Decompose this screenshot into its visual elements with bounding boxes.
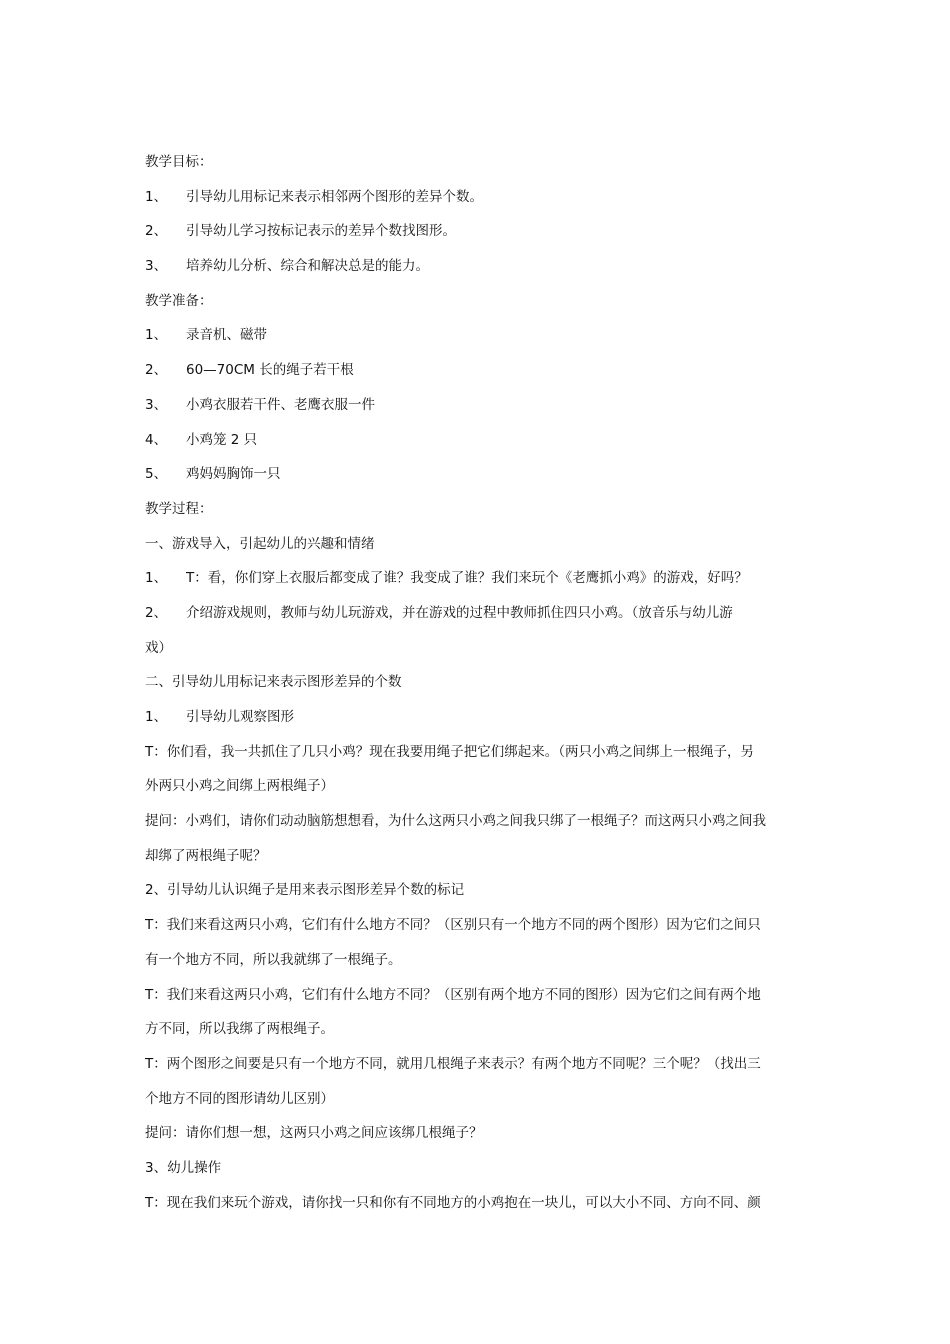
paragraph-line: 个地方不同的图形请幼儿区别） — [145, 1090, 334, 1107]
subsection-title: 3、幼儿操作 — [145, 1159, 222, 1176]
goal-text: 培养幼儿分析、综合和解决总是的能力。 — [186, 258, 429, 275]
prep-number: 4、 — [145, 431, 168, 448]
section1-number: 1、 — [145, 570, 168, 587]
section1-text: 介绍游戏规则，教师与幼儿玩游戏，并在游戏的过程中教师抓住四只小鸡。（放音乐与幼儿游 — [186, 604, 733, 621]
process-heading: 教学过程： — [145, 500, 213, 517]
prep-text: 60—70CM 长的绳子若干根 — [186, 362, 354, 379]
prep-text: 小鸡笼 2 只 — [186, 431, 258, 448]
section1-text: T：看，你们穿上衣服后都变成了谁？我变成了谁？我们来玩个《老鹰抓小鸡》的游戏，好吗？ — [186, 570, 748, 587]
paragraph-line: T：我们来看这两只小鸡，它们有什么地方不同？（区别有两个地方不同的图形）因为它们之间有两个地 — [145, 986, 761, 1003]
prep-text: 小鸡衣服若干件、老鹰衣服一件 — [186, 396, 375, 413]
subsection-title: 2、引导幼儿认识绳子是用来表示图形差异个数的标记 — [145, 882, 465, 899]
section1-number: 2、 — [145, 604, 168, 621]
prep-item-2 — [145, 353, 810, 388]
prep-number: 1、 — [145, 327, 168, 344]
prep-item-3 — [145, 388, 810, 423]
prep-number: 2、 — [145, 362, 168, 379]
paragraph-line: 提问：小鸡们，请你们动动脑筋想想看，为什么这两只小鸡之间我只绑了一根绳子？而这两只小鸡之间我 — [145, 813, 766, 830]
goal-number: 1、 — [145, 188, 168, 205]
section2-number: 1、 — [145, 709, 168, 725]
goal-item-2 — [145, 214, 810, 249]
goal-number: 3、 — [145, 258, 168, 275]
paragraph-line: T：两个图形之间要是只有一个地方不同，就用几根绳子来表示？有两个地方不同呢？三个呢？（找出三 — [145, 1055, 761, 1072]
prep-number: 5、 — [145, 466, 168, 483]
prep-text: 鸡妈妈胸饰一只 — [186, 466, 281, 483]
section2-title: 二、引导幼儿用标记来表示图形差异的个数 — [145, 674, 402, 691]
prep-text: 录音机、磁带 — [186, 327, 267, 344]
prep-number: 3、 — [145, 396, 168, 413]
prep-item-5 — [145, 457, 810, 492]
paragraph-line: 方不同，所以我绑了两根绳子。 — [145, 1021, 334, 1038]
paragraph-line: 提问：请你们想一想，这两只小鸡之间应该绑几根绳子？ — [145, 1125, 483, 1142]
goal-text: 引导幼儿学习按标记表示的差异个数找图形。 — [186, 223, 456, 240]
paragraph-line: 外两只小鸡之间绑上两根绳子） — [145, 778, 334, 795]
prep-heading: 教学准备： — [145, 292, 213, 309]
section1-item-2-continuation: 戏） — [145, 639, 172, 656]
goals-heading: 教学目标： — [145, 154, 213, 170]
paragraph-line: T：我们来看这两只小鸡，它们有什么地方不同？（区别只有一个地方不同的两个图形）因为它们之间只 — [145, 917, 761, 934]
section1-item-1 — [145, 561, 810, 596]
prep-item-1 — [145, 318, 810, 353]
section1-item-2 — [145, 596, 810, 631]
document-page — [145, 145, 810, 1220]
paragraph-line: T：现在我们来玩个游戏，请你找一只和你有不同地方的小鸡抱在一块儿，可以大小不同、方向不同、颜 — [145, 1194, 761, 1211]
paragraph-line: T：你们看，我一共抓住了几只小鸡？现在我要用绳子把它们绑起来。（两只小鸡之间绑上一根绳子，另 — [145, 743, 754, 760]
section2-text: 引导幼儿观察图形 — [186, 709, 294, 725]
section1-title: 一、游戏导入，引起幼儿的兴趣和情绪 — [145, 535, 375, 552]
prep-item-4 — [145, 423, 810, 458]
paragraph-line: 有一个地方不同，所以我就绑了一根绳子。 — [145, 951, 402, 968]
section2-item-1 — [145, 700, 810, 735]
goal-text: 引导幼儿用标记来表示相邻两个图形的差异个数。 — [186, 188, 483, 205]
goal-item-1 — [145, 180, 810, 215]
goal-item-3 — [145, 249, 810, 284]
paragraph-line: 却绑了两根绳子呢？ — [145, 847, 267, 864]
goal-number: 2、 — [145, 223, 168, 240]
